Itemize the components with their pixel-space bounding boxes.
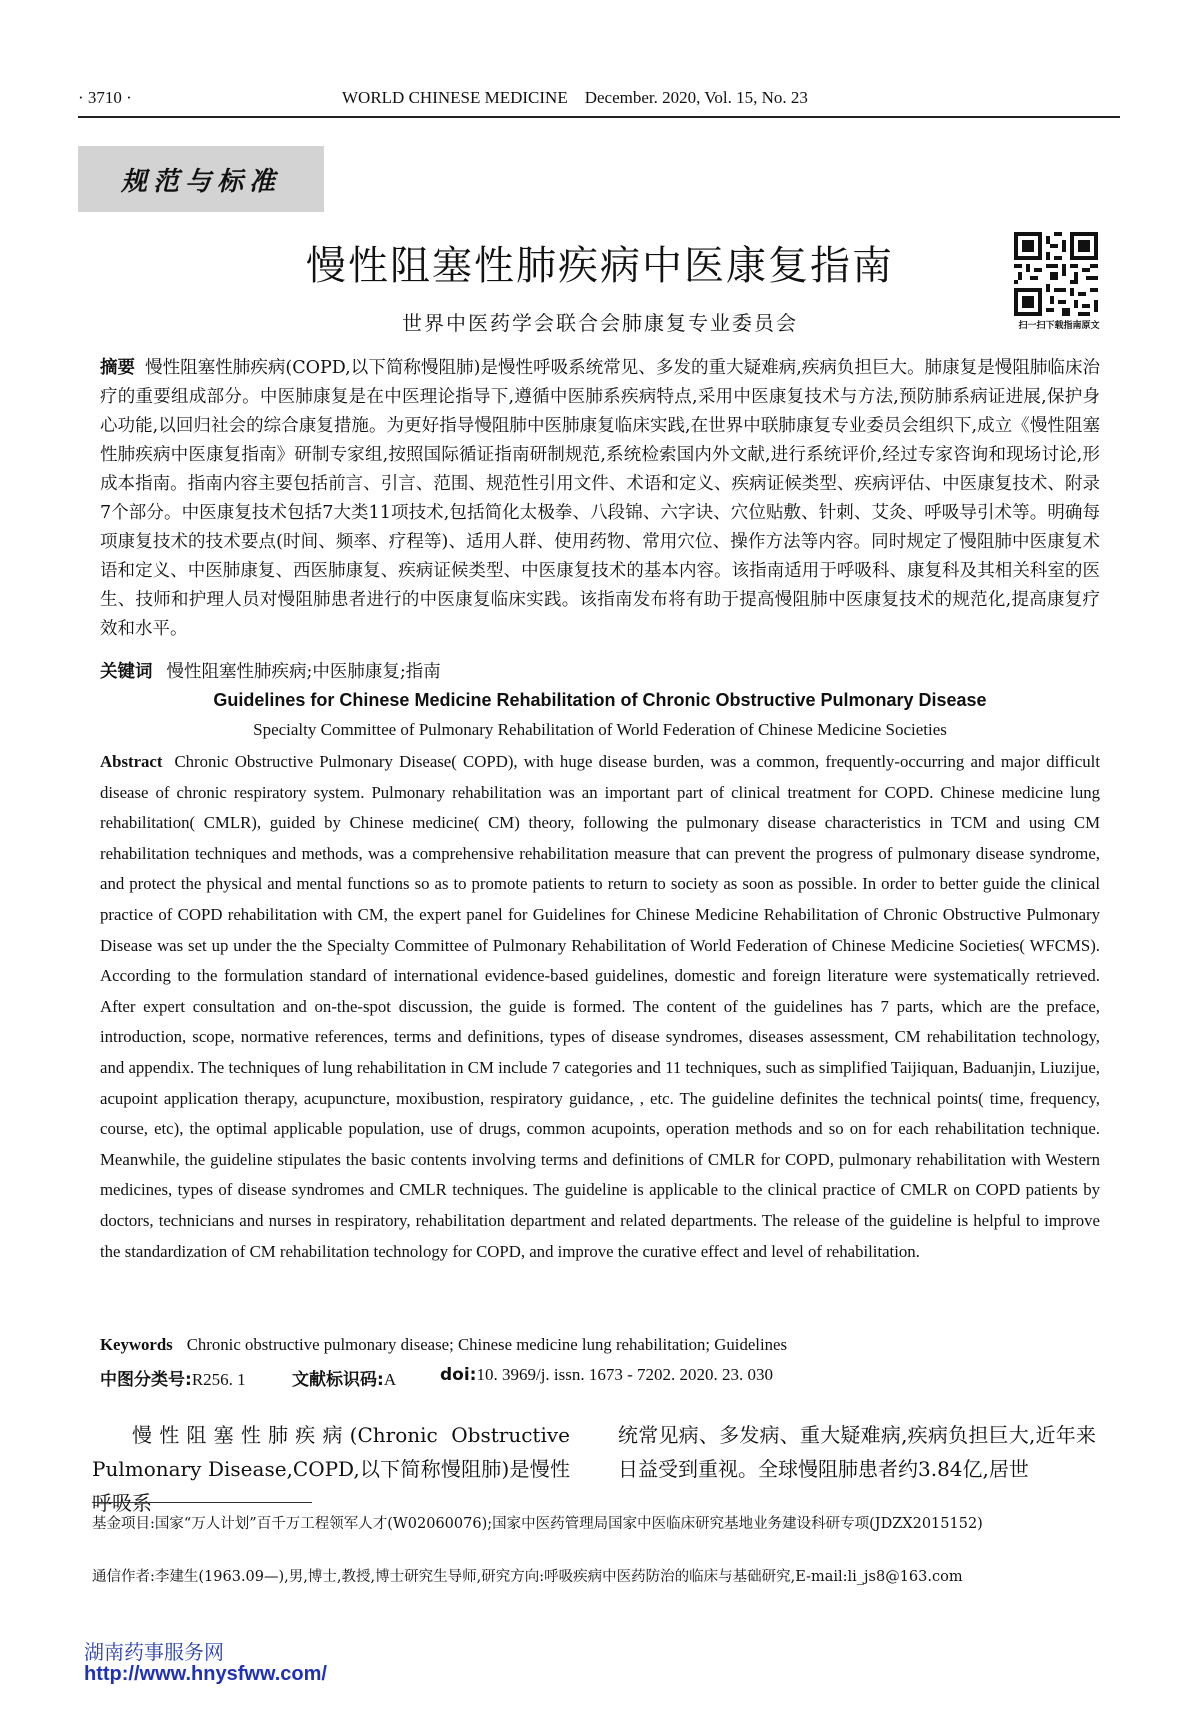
- header-rule: [78, 116, 1120, 118]
- clc-number: 中图分类号:R256. 1: [100, 1370, 246, 1390]
- body-text-right: 统常见病、多发病、重大疑难病,疾病负担巨大,近年来日益受到重视。全球慢阻肺患者约3.84亿,居世: [618, 1423, 1096, 1481]
- section-tag: 规范与标准: [78, 146, 324, 212]
- chinese-abstract-text: 慢性阻塞性肺疾病(COPD,以下简称慢阻肺)是慢性呼吸系统常见、多发的重大疑难病,疾病负担巨大。肺康复是慢阻肺临床治疗的重要组成部分。中医肺康复是在中医理论指导下,遵循中医肺系疾病特点,采用中医康复技术与方法,预防肺系病证进展,保护身心功能,以回归社会的综合康复措施。为更好指导慢阻肺中医肺康复临床实践,在世界中联肺康复专业委员会组织下,成立《慢性阻塞性肺疾病中医康复指南》研制专家组,按照国际循证指南研制规范,系统检索国内外文献,进行系统评价,经过专家咨询和现场讨论,形成本指南。指南内容主要包括前言、引言、范围、规范性引用文件、术语和定义、疾病证候类型、疾病评估、中医康复技术、附录7个部分。中医康复技术包括7大类11项技术,包括简化太极拳、八段锦、六字诀、穴位贴敷、针刺、艾灸、呼吸导引术等。明确每项康复技术的技术要点(时间、频率、疗程等)、适用人群、使用药物、常用穴位、操作方法等内容。同时规定了慢阻肺中医康复术语和定义、中医肺康复、西医肺康复、疾病证候类型、中医康复技术的基本内容。该指南适用于呼吸科、康复科及其相关科室的医生、技师和护理人员对慢阻肺患者进行的中医康复临床实践。该指南发布将有助于提高慢阻肺中医康复技术的规范化,提高康复疗效和水平。: [100, 358, 1101, 639]
- page-number: · 3710 ·: [78, 88, 132, 107]
- chinese-abstract-label: 摘要: [100, 358, 136, 378]
- english-keywords: [100, 1335, 1100, 1355]
- author-affiliation: 世界中医药学会联合会肺康复专业委员会: [402, 311, 798, 335]
- running-header: [78, 88, 1120, 112]
- watermark-url-link[interactable]: http://www.hnysfww.com/: [84, 1663, 327, 1685]
- english-abstract: [100, 747, 1100, 1267]
- body-text-left: 慢性阻塞性肺疾病(Chronic Obstructive Pulmonary Disease,COPD,以下简称慢阻肺)是慢性呼吸系: [92, 1423, 570, 1515]
- watermark-site-name: 湖南药事服务网: [84, 1640, 224, 1664]
- english-abstract-text: Chronic Obstructive Pulmonary Disease( COPD), with huge disease burden, was a common, frequently-occurring and major difficult disease of chronic respiratory system. Pulmonary rehabilitation was an important part of clinical treatment for COPD. Chinese medicine lung rehabilitation( CMLR), guided by Chinese medicine( CM) theory, following the pulmonary disease characteristics in TCM and using CM rehabilitation techniques and methods, was a comprehensive rehabilitation measure that can prevent the progress of pulmonary disease syndrome, and protect the physical and mental functions so as to promote patients to return to society as soon as possible. In order to better guide the clinical practice of COPD rehabilitation with CM, the expert panel for Guidelines for Chinese Medicine Rehabilitation of Chronic Obstructive Pulmonary Disease was set up under the the Specialty Committee of Pulmonary Rehabilitation of World Federation of Chinese Medicine Societies( WFCMS). According to the formulation standard of international evidence-based guidelines, domestic and foreign literature were systematically retrieved. After expert consultation and on-the-spot discussion, the guide is formed. The content of the guidelines has 7 parts, which are the preface, introduction, scope, normative references, terms and definitions, types of disease syndromes, diseases assessment, CM rehabilitation technology, and appendix. The techniques of lung rehabilitation in CM include 7 categories and 11 techniques, such as simplified Taijiquan, Baduanjin, Liuzijue, acupoint application therapy, acupuncture, moxibustion, respiratory guidance, , etc. The guideline definites the technical points( time, frequency, course, etc), the optimal applicable population, use of drugs, common acupoints, operation methods and so on for each rehabilitation technique. Meanwhile, the guideline stipulates the basic contents involving terms and definitions of CMLR for COPD, pulmonary rehabilitation with Western medicines, types of disease syndromes and CMLR techniques. The guideline is applicable to the clinical practice of CMLR on COPD patients by doctors, technicians and nurses in respiratory, rehabilitation department and related departments. The release of the guideline is helpful to improve the standardization of CM rehabilitation technology for COPD, and improve the curative effect and level of rehabilitation.: [100, 752, 1100, 1261]
- corresponding-author-footnote: 通信作者:李建生(1963.09—),男,博士,教授,博士研究生导师,研究方向:呼吸疾病中医药防治的临床与基础研究,E-mail:li_js8@163.com: [92, 1569, 963, 1585]
- article-title: 慢性阻塞性肺疾病中医康复指南: [306, 243, 894, 289]
- doi: doi:10. 3969/j. issn. 1673 - 7202. 2020. 23. 030: [440, 1365, 774, 1385]
- english-title: Guidelines for Chinese Medicine Rehabilitation of Chronic Obstructive Pulmonary Disease: [213, 690, 987, 710]
- english-keywords-text: Chronic obstructive pulmonary disease; Chinese medicine lung rehabilitation; Guidelines: [186, 1335, 787, 1354]
- english-abstract-label: Abstract: [100, 752, 163, 771]
- document-code: 文献标识码:A: [292, 1370, 397, 1390]
- english-authors: Specialty Committee of Pulmonary Rehabilitation of World Federation of Chinese Medicine Societies: [253, 720, 947, 739]
- qr-caption: 扫一扫下载指南原文: [1018, 321, 1100, 331]
- chinese-keywords-text: 慢性阻塞性肺疾病;中医肺康复;指南: [166, 662, 441, 682]
- funding-footnote: 基金项目:国家“万人计划”百千万工程领军人才(W02060076);国家中医药管理局国家中医临床研究基地业务建设科研专项(JDZX2015152): [92, 1516, 983, 1532]
- chinese-abstract: [100, 354, 1100, 644]
- chinese-keywords: [100, 659, 1100, 685]
- footnote-rule: [92, 1502, 312, 1503]
- journal-info: WORLD CHINESE MEDICINE December. 2020, Vol. 15, No. 23: [342, 88, 808, 107]
- qr-code-icon[interactable]: [1014, 232, 1098, 316]
- chinese-keywords-label: 关键词: [100, 662, 153, 682]
- english-keywords-label: Keywords: [100, 1335, 173, 1354]
